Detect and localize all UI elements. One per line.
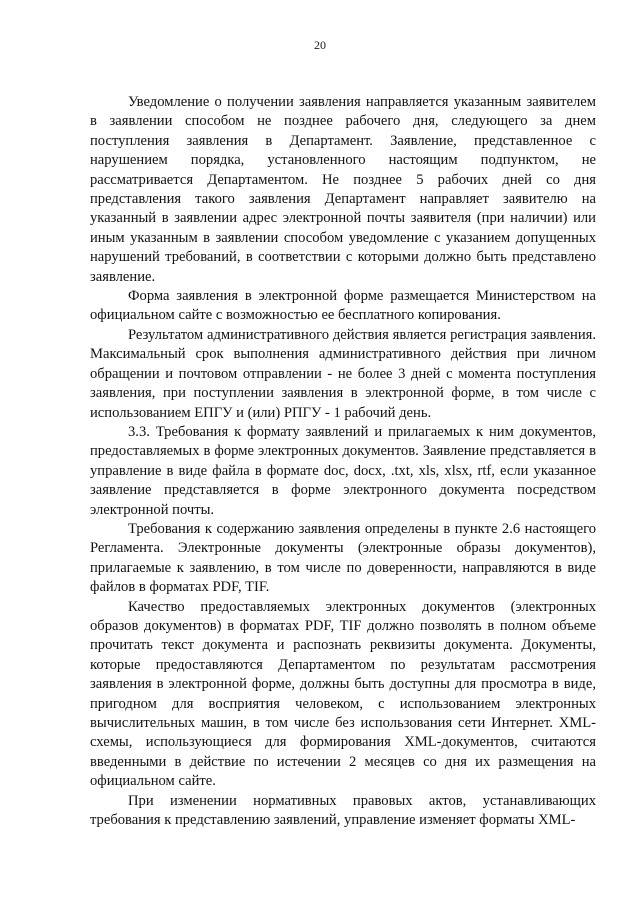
page-number: 20 [314,38,326,52]
paragraph-registration-result: Результатом административного действия является регистрация заявления. Максимальный срок выполнения административного действия при личном обращении и почтовом отправлении - не более 3 дней с момента поступления заявления, при поступлении заявления в электронной форме, в том числе с использованием ЕПГУ и (или) РПГУ - 1 рабочий день. [90,326,596,421]
paragraph-format-changes: При изменении нормативных правовых актов, устанавливающих требования к представлению заявлений, управление изменяет форматы XML- [90,792,596,829]
paragraph-document-quality: Качество предоставляемых электронных документов (электронных образов документов) в форматах PDF, TIF должно позволять в полном объеме прочитать текст документа и распознать реквизиты документа. Документы, которые предоставляются Департаментом по результатам рассмотрения заявления в электронной форме, должны быть доступны для просмотра в виде, пригодном для восприятия человеком, с использованием электронных вычислительных машин, в том числе без использования сети Интернет. XML-схемы, использующиеся для формирования XML-документов, считаются введенными в действие по истечении 2 месяцев со дня их размещения на официальном сайте. [90,598,596,790]
paragraph-notification: Уведомление о получении заявления направляется указанным заявителем в заявлении способом не позднее рабочего дня, следующего за днем поступления заявления в Департамент. Заявление, представленное с нарушением порядка, установленного настоящим подпунктом, не рассматривается Департаментом. Не позднее 5 рабочих дней со дня представления такого заявления Департамент направляет заявителю на указанный в заявлении адрес электронной почты заявителя (при наличии) или иным указанным в заявлении способом уведомление с указанием допущенных нарушений требований, в соответствии с которыми должно быть представлено заявление. [90,94,596,285]
paragraph-form-publication: Форма заявления в электронной форме размещается Министерством на официальном сайте с возможностью ее бесплатного копирования. [90,288,596,324]
document-body [90,93,596,830]
paragraph-format-requirements: 3.3. Требования к формату заявлений и прилагаемых к ним документов, предоставляемых в форме электронных документов. Заявление представляется в управление в виде файла в формате doc, docx, .txt, xls, xlsx, rtf, если указанное заявление представляется в форме электронного документа посредством электронной почты. [90,423,596,518]
paragraph-content-requirements: Требования к содержанию заявления определены в пункте 2.6 настоящего Регламента. Электронные документы (электронные образы документов), прилагаемые к заявлению, в том числе по доверенности, направляются в виде файлов в форматах PDF, TIF. [90,520,596,596]
